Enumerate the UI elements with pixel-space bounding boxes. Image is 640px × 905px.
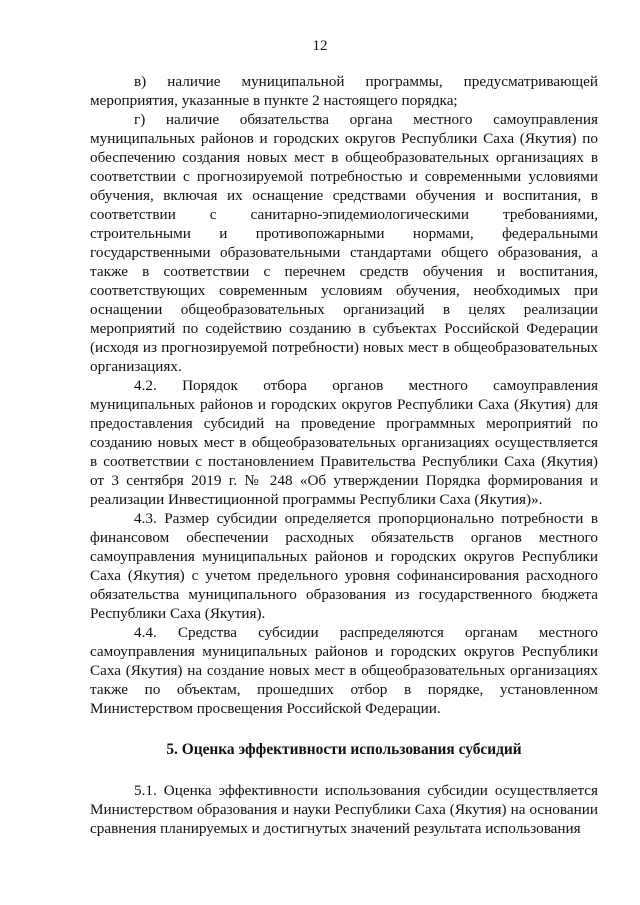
paragraph-4-2: 4.2. Порядок отбора органов местного самоуправления муниципальных районов и городских округов Республики Саха (Якутия) для предоставления субсидий на проведение программных мероприятий по созданию новых мест в общеобразовательных организациях осуществляется в соответствии с постановлением Правительства Республики Саха (Якутия) от 3 сентября 2019 г. № 248 «Об утверждении Порядка формирования и реализации Инвестиционной программы Республики Саха (Якутия)». xyxy=(90,377,598,508)
paragraph-5-1: 5.1. Оценка эффективности использования субсидии осуществляется Министерством образования и науки Республики Саха (Якутия) на основании сравнения планируемых и достигнутых значений результата использования xyxy=(90,782,598,837)
section-heading: 5. Оценка эффективности использования субсидий xyxy=(166,741,522,758)
paragraph-item-g: г) наличие обязательства органа местного самоуправления муниципальных районов и городских округов Республики Саха (Якутия) по обеспечению создания новых мест в общеобразовательных организациях в соответствии с прогнозируемой потребностью и современными условиями обучения, включая их оснащение средствами обучения и воспитания, в соответствии с санитарно-эпидемиологическими требованиями, строительными и противопожарными нормами, федеральными государственными образовательными стандартами общего образования, а также в соответствии с перечнем средств обучения и воспитания, соответствующих современным условиям обучения, необходимых при оснащении общеобразовательных организаций в целях реализации мероприятий по содействию созданию в субъектах Российской Федерации (исходя из прогнозируемой потребности) новых мест в общеобразовательных организациях. xyxy=(90,111,598,375)
document-body xyxy=(90,72,598,838)
paragraph-4-3: 4.3. Размер субсидии определяется пропорционально потребности в финансовом обеспечении расходных обязательств органов местного самоуправления муниципальных районов и городских округов Республики Саха (Якутия) с учетом предельного уровня софинансирования расходного обязательства муниципального образования из государственного бюджета Республики Саха (Якутия). xyxy=(90,510,598,622)
paragraph-4-4: 4.4. Средства субсидии распределяются органам местного самоуправления муниципальных районов и городских округов Республики Саха (Якутия) на создание новых мест в общеобразовательных организациях также по объектам, прошедших отбор в порядке, установленном Министерством просвещения Российской Федерации. xyxy=(90,624,598,717)
page-number: 12 xyxy=(312,38,328,54)
paragraph-item-v: в) наличие муниципальной программы, предусматривающей мероприятия, указанные в пункте 2 настоящего порядка; xyxy=(90,73,598,109)
